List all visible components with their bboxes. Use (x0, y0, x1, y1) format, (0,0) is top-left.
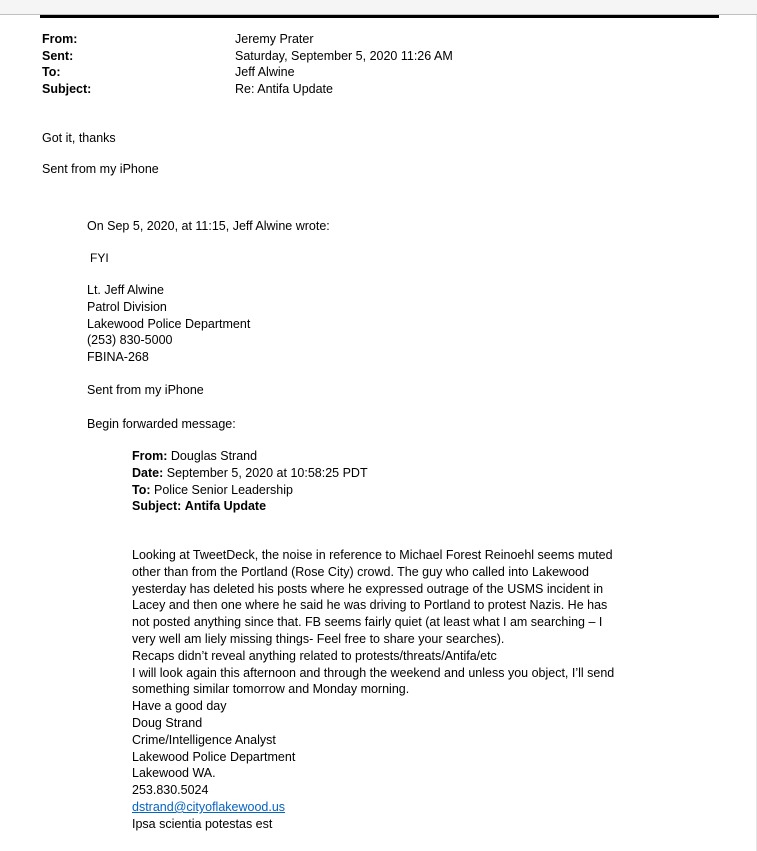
fwd-to-row (132, 482, 368, 499)
fwd-signature-line: Lakewood WA. (132, 766, 216, 781)
body-line: Recaps didn’t reveal anything related to protests/threats/Antifa/etc (132, 648, 497, 663)
email-header (42, 31, 453, 97)
header-subject-value: Re: Antifa Update (235, 81, 333, 96)
fwd-signature-line: Crime/Intelligence Analyst (132, 732, 276, 747)
body-line: very well am liely missing things- Feel free to share your searches). (132, 631, 505, 646)
signature-line: (253) 830-5000 (87, 333, 173, 348)
header-sent-label: Sent: (42, 48, 74, 63)
forwarded-header (132, 448, 368, 515)
fwd-subject-label: Subject: (132, 499, 182, 514)
body-line: Looking at TweetDeck, the noise in reference to Michael Forest Reinoehl seems muted (132, 548, 613, 562)
reply-signature: Sent from my iPhone (42, 162, 159, 176)
header-rule (40, 15, 719, 18)
signature-line: Lakewood Police Department (87, 316, 251, 331)
body-line: Lacey and then one where he said he was driving to Portland to protest Nazis. He has (132, 598, 608, 613)
forward-intro: Begin forwarded message: (87, 417, 236, 431)
fwd-date-row (132, 465, 368, 482)
header-sent-value: Saturday, September 5, 2020 11:26 AM (235, 48, 453, 63)
email-link[interactable]: dstrand@cityoflakewood.us (132, 799, 286, 814)
header-subject-label: Subject: (42, 81, 92, 96)
fwd-to-value: Police Senior Leadership (154, 482, 293, 497)
body-line: not posted anything since that. FB seems fairly quiet (at least what I am searching – I (132, 615, 603, 630)
quoted-sent-from: Sent from my iPhone (87, 383, 204, 397)
body-line: I will look again this afternoon and through the weekend and unless you object, I’ll send (132, 665, 615, 680)
forwarded-body (132, 547, 614, 833)
quoted-signature (87, 282, 250, 366)
fwd-date-label: Date: (132, 465, 164, 480)
reply-body: Got it, thanks (42, 131, 116, 145)
fwd-subject-value: Antifa Update (184, 499, 267, 514)
signature-line: Lt. Jeff Alwine (87, 283, 164, 297)
header-from-label: From: (42, 32, 78, 46)
body-line: yesterday has deleted his posts where he expressed outrage of the USMS incident in (132, 581, 604, 596)
fwd-subject-row (132, 498, 368, 515)
header-from-row (42, 31, 453, 48)
fwd-signature-line: 253.830.5024 (132, 783, 209, 798)
motto: Ipsa scientia potestas est (132, 816, 273, 831)
fwd-signature-line: Doug Strand (132, 715, 203, 730)
fwd-signature-line: Lakewood Police Department (132, 749, 296, 764)
header-to-row (42, 64, 453, 81)
header-to-label: To: (42, 65, 61, 79)
fwd-date-value: September 5, 2020 at 10:58:25 PDT (166, 465, 368, 480)
header-sent-row (42, 48, 453, 65)
quoted-body: FYI (90, 251, 109, 265)
header-to-value: Jeff Alwine (235, 65, 295, 79)
viewer-top-bar (0, 0, 757, 15)
fwd-from-value: Douglas Strand (170, 449, 258, 463)
header-from-value: Jeremy Prater (235, 32, 314, 46)
body-line: other than from the Portland (Rose City) crowd. The guy who called into Lakewood (132, 564, 589, 579)
signature-line: FBINA-268 (87, 350, 149, 365)
fwd-to-label: To: (132, 482, 151, 497)
header-subject-row (42, 81, 453, 98)
fwd-from-label: From: (132, 449, 168, 463)
signature-line: Patrol Division (87, 299, 167, 314)
body-line: Have a good day (132, 699, 227, 714)
quoted-attribution: On Sep 5, 2020, at 11:15, Jeff Alwine wrote: (87, 219, 330, 233)
body-line: something similar tomorrow and Monday morning. (132, 682, 410, 697)
fwd-from-row (132, 448, 368, 465)
